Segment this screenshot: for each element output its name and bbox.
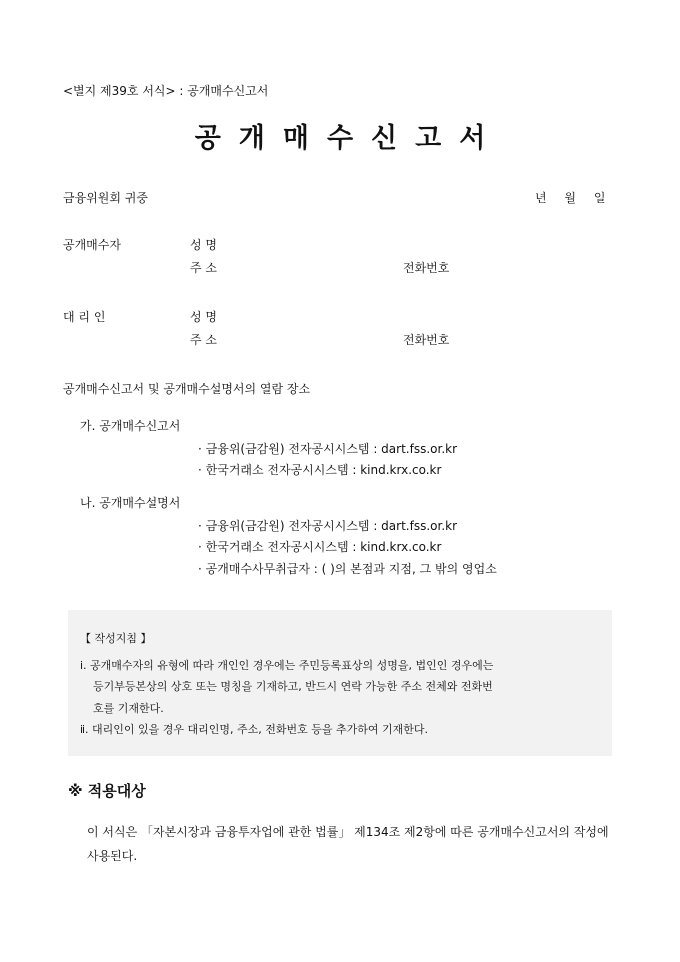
- agent-address-label: 주 소: [190, 333, 217, 347]
- group-a-label: 가. 공개매수신고서: [80, 419, 181, 433]
- guide-line-1: ⅰ. 공개매수자의 유형에 따라 개인인 경우에는 주민등록표상의 성명을, 법인인 경우에는: [80, 659, 494, 672]
- scope-text: 이 서식은 「자본시장과 금융투자업에 관한 법률」 제134조 제2항에 따른 공개매수신고서의 작성에 사용된다.: [87, 825, 609, 863]
- guide-line-2: 등기부등본상의 상호 또는 명칭을 기재하고, 반드시 연락 가능한 주소 전체와 전화번: [93, 680, 493, 693]
- agent-phone-label: 전화번호: [403, 333, 450, 347]
- group-b-label: 나. 공개매수설명서: [80, 496, 181, 510]
- group-b-entry-dart: · 금융위(금감원) 전자공시시스템 : dart.fss.or.kr: [198, 519, 458, 533]
- scope-heading: ※ 적용대상: [68, 782, 146, 800]
- bidder-label: 공개매수자: [63, 238, 121, 252]
- date-label: 년 월 일: [535, 191, 606, 205]
- group-b-entry-kind: · 한국거래소 전자공시시스템 : kind.krx.co.kr: [198, 540, 442, 554]
- bidder-name-label: 성 명: [190, 238, 217, 252]
- page-title: 공개매수신고서: [194, 123, 504, 154]
- group-a-entry-kind: · 한국거래소 전자공시시스템 : kind.krx.co.kr: [198, 463, 442, 477]
- guide-heading: 【 작성지침 】: [80, 632, 152, 645]
- agent-name-label: 성 명: [190, 310, 217, 324]
- agent-label: 대 리 인: [63, 310, 106, 324]
- bidder-address-label: 주 소: [190, 261, 217, 275]
- guide-line-3: 호를 기재한다.: [93, 702, 164, 715]
- writing-guide-box: [68, 610, 612, 756]
- form-number: <별지 제39호 서식> : 공개매수신고서: [63, 84, 269, 98]
- inspection-heading: 공개매수신고서 및 공개매수설명서의 열람 장소: [63, 382, 311, 396]
- guide-line-4: ⅱ. 대리인이 있을 경우 대리인명, 주소, 전화번호 등을 추가하여 기재한다.: [80, 723, 429, 736]
- group-a-entry-dart: · 금융위(금감원) 전자공시시스템 : dart.fss.or.kr: [198, 442, 458, 456]
- addressee: 금융위원회 귀중: [63, 191, 148, 205]
- bidder-phone-label: 전화번호: [403, 261, 450, 275]
- group-b-entry-agent: · 공개매수사무취급자 : ( )의 본점과 지점, 그 밖의 영업소: [198, 562, 497, 576]
